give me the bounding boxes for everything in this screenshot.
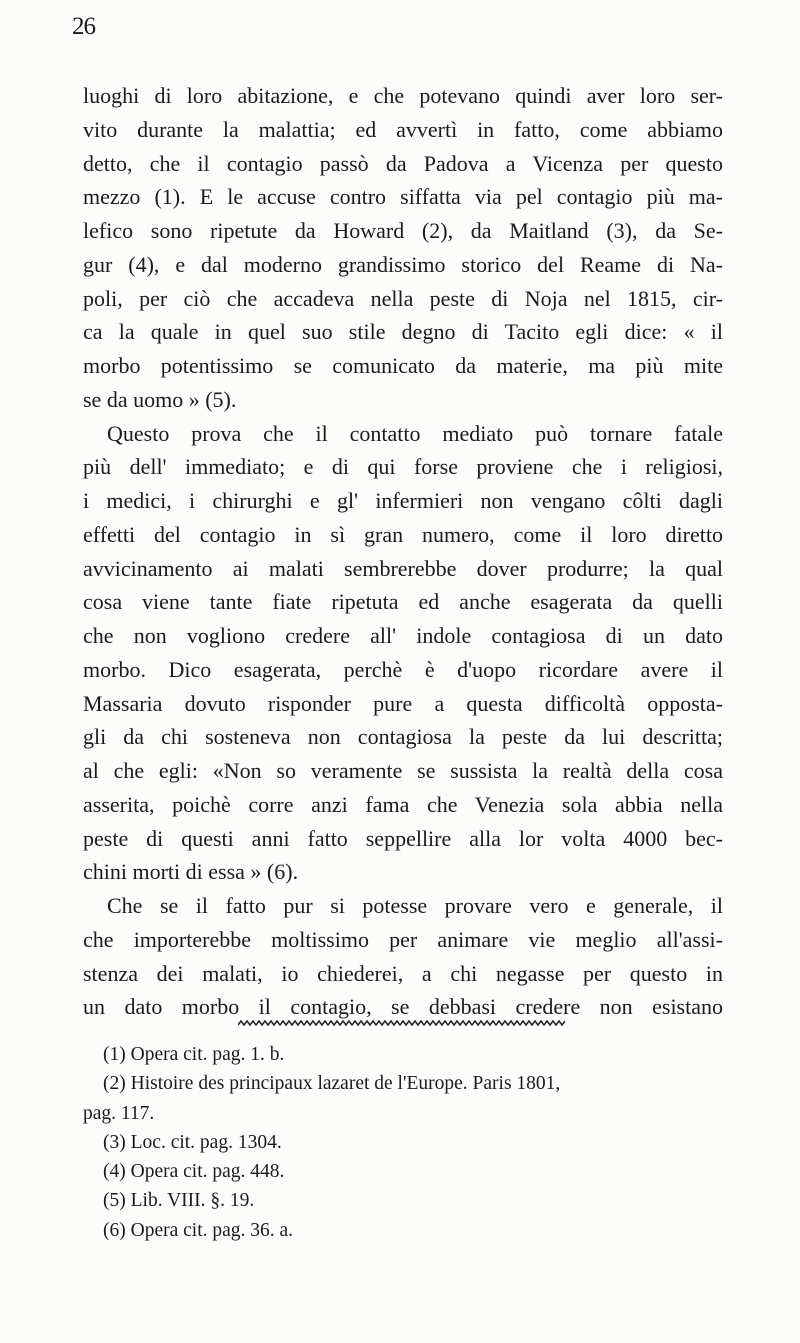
text-line: effetti del contagio in sì gran numero, come il loro diretto (83, 521, 723, 547)
text-line: che non vogliono credere all' indole contagiosa di un dato (83, 623, 723, 648)
text-line: Questo prova che il contatto mediato può tornare fatale (107, 420, 723, 446)
text-line: lefico sono ripetute da Howard (2), da Maitland (3), da Se- (83, 218, 723, 243)
text-line: morbo potentissimo se comunicato da materie, ma più mite (83, 353, 723, 378)
text-line: Massaria dovuto risponder pure a questa difficoltà opposta- (83, 690, 723, 716)
footnote (103, 1128, 723, 1157)
footnote-text: Opera cit. pag. 36. a. (130, 1219, 294, 1241)
text-line: che importerebbe moltissimo per animare vie meglio all'assi- (83, 926, 723, 952)
text-line: luoghi di loro abitazione, e che potevano quindi aver loro ser- (83, 83, 723, 108)
ornamental-divider (238, 1020, 565, 1026)
footnote (103, 1069, 723, 1098)
text-line: avvicinamento ai malati sembrerebbe dover produrre; la qual (83, 555, 723, 581)
text-line: se da uomo » (5). (83, 386, 237, 412)
footnote-text: Opera cit. pag. 1. b. (130, 1044, 285, 1065)
text-line: peste di questi anni fatto seppellire alla lor volta 4000 bec- (83, 825, 723, 851)
text-line: al che egli: «Non so veramente se sussista la realtà della cosa (83, 758, 723, 783)
text-line: più dell' immediato; e di qui forse proviene che i religiosi, (83, 454, 723, 480)
footnote-continuation (83, 1099, 723, 1128)
text-line: ca la quale in quel suo stile degno di Tacito egli dice: « il (83, 319, 723, 345)
footnote-text: pag. 117. (83, 1102, 155, 1124)
text-line: un dato morbo il contagio, se debbasi credere non esistano (83, 994, 723, 1020)
footnote (103, 1186, 723, 1215)
text-line: detto, che il contagio passò da Padova a Vicenza per questo (83, 150, 723, 176)
footnotes (83, 1040, 723, 1245)
text-line: morbo. Dico esagerata, perchè è d'uopo ricordare avere il (83, 656, 723, 682)
text-line: stenza dei malati, io chiederei, a chi negasse per questo in (83, 960, 723, 986)
text-line: Che se il fatto pur si potesse provare vero e generale, il (107, 893, 723, 918)
footnote-text: Histoire des principaux lazaret de l'Europe. Paris 1801, (130, 1073, 561, 1095)
text-line: asserita, poichè corre anzi fama che Venezia sola abbia nella (83, 791, 723, 817)
footnote-number: (3) (103, 1131, 126, 1153)
text-line: i medici, i chirurghi e gl' infermieri non vengano côlti dagli (83, 488, 723, 513)
main-text (83, 79, 723, 1024)
text-line: gur (4), e dal moderno grandissimo storico del Reame di Na- (83, 251, 723, 277)
footnote-text: Loc. cit. pag. 1304. (130, 1131, 282, 1153)
text-line: vito durante la malattia; ed avvertì in fatto, come abbiamo (83, 116, 723, 142)
footnote-number: (1) (103, 1044, 126, 1065)
footnote-text: Lib. VIII. §. 19. (130, 1190, 255, 1212)
footnote (103, 1216, 723, 1245)
footnote-text: Opera cit. pag. 448. (130, 1161, 285, 1183)
text-line: mezzo (1). E le accuse contro siffatta via pel contagio più ma- (83, 184, 723, 210)
text-line: chini morti di essa » (6). (83, 859, 299, 885)
text-line: gli da chi sosteneva non contagiosa la peste da lui descritta; (83, 724, 723, 750)
page-number: 26 (72, 13, 95, 40)
text-line: poli, per ciò che accadeva nella peste di Noja nel 1815, cir- (83, 285, 723, 311)
footnote-number: (5) (103, 1190, 126, 1212)
footnote (103, 1040, 723, 1069)
footnote-number: (6) (103, 1219, 126, 1241)
footnote-number: (4) (103, 1161, 126, 1183)
text-line: cosa viene tante fiate ripetuta ed anche esagerata da quelli (83, 589, 723, 615)
footnote-number: (2) (103, 1073, 126, 1095)
footnote (103, 1157, 723, 1186)
